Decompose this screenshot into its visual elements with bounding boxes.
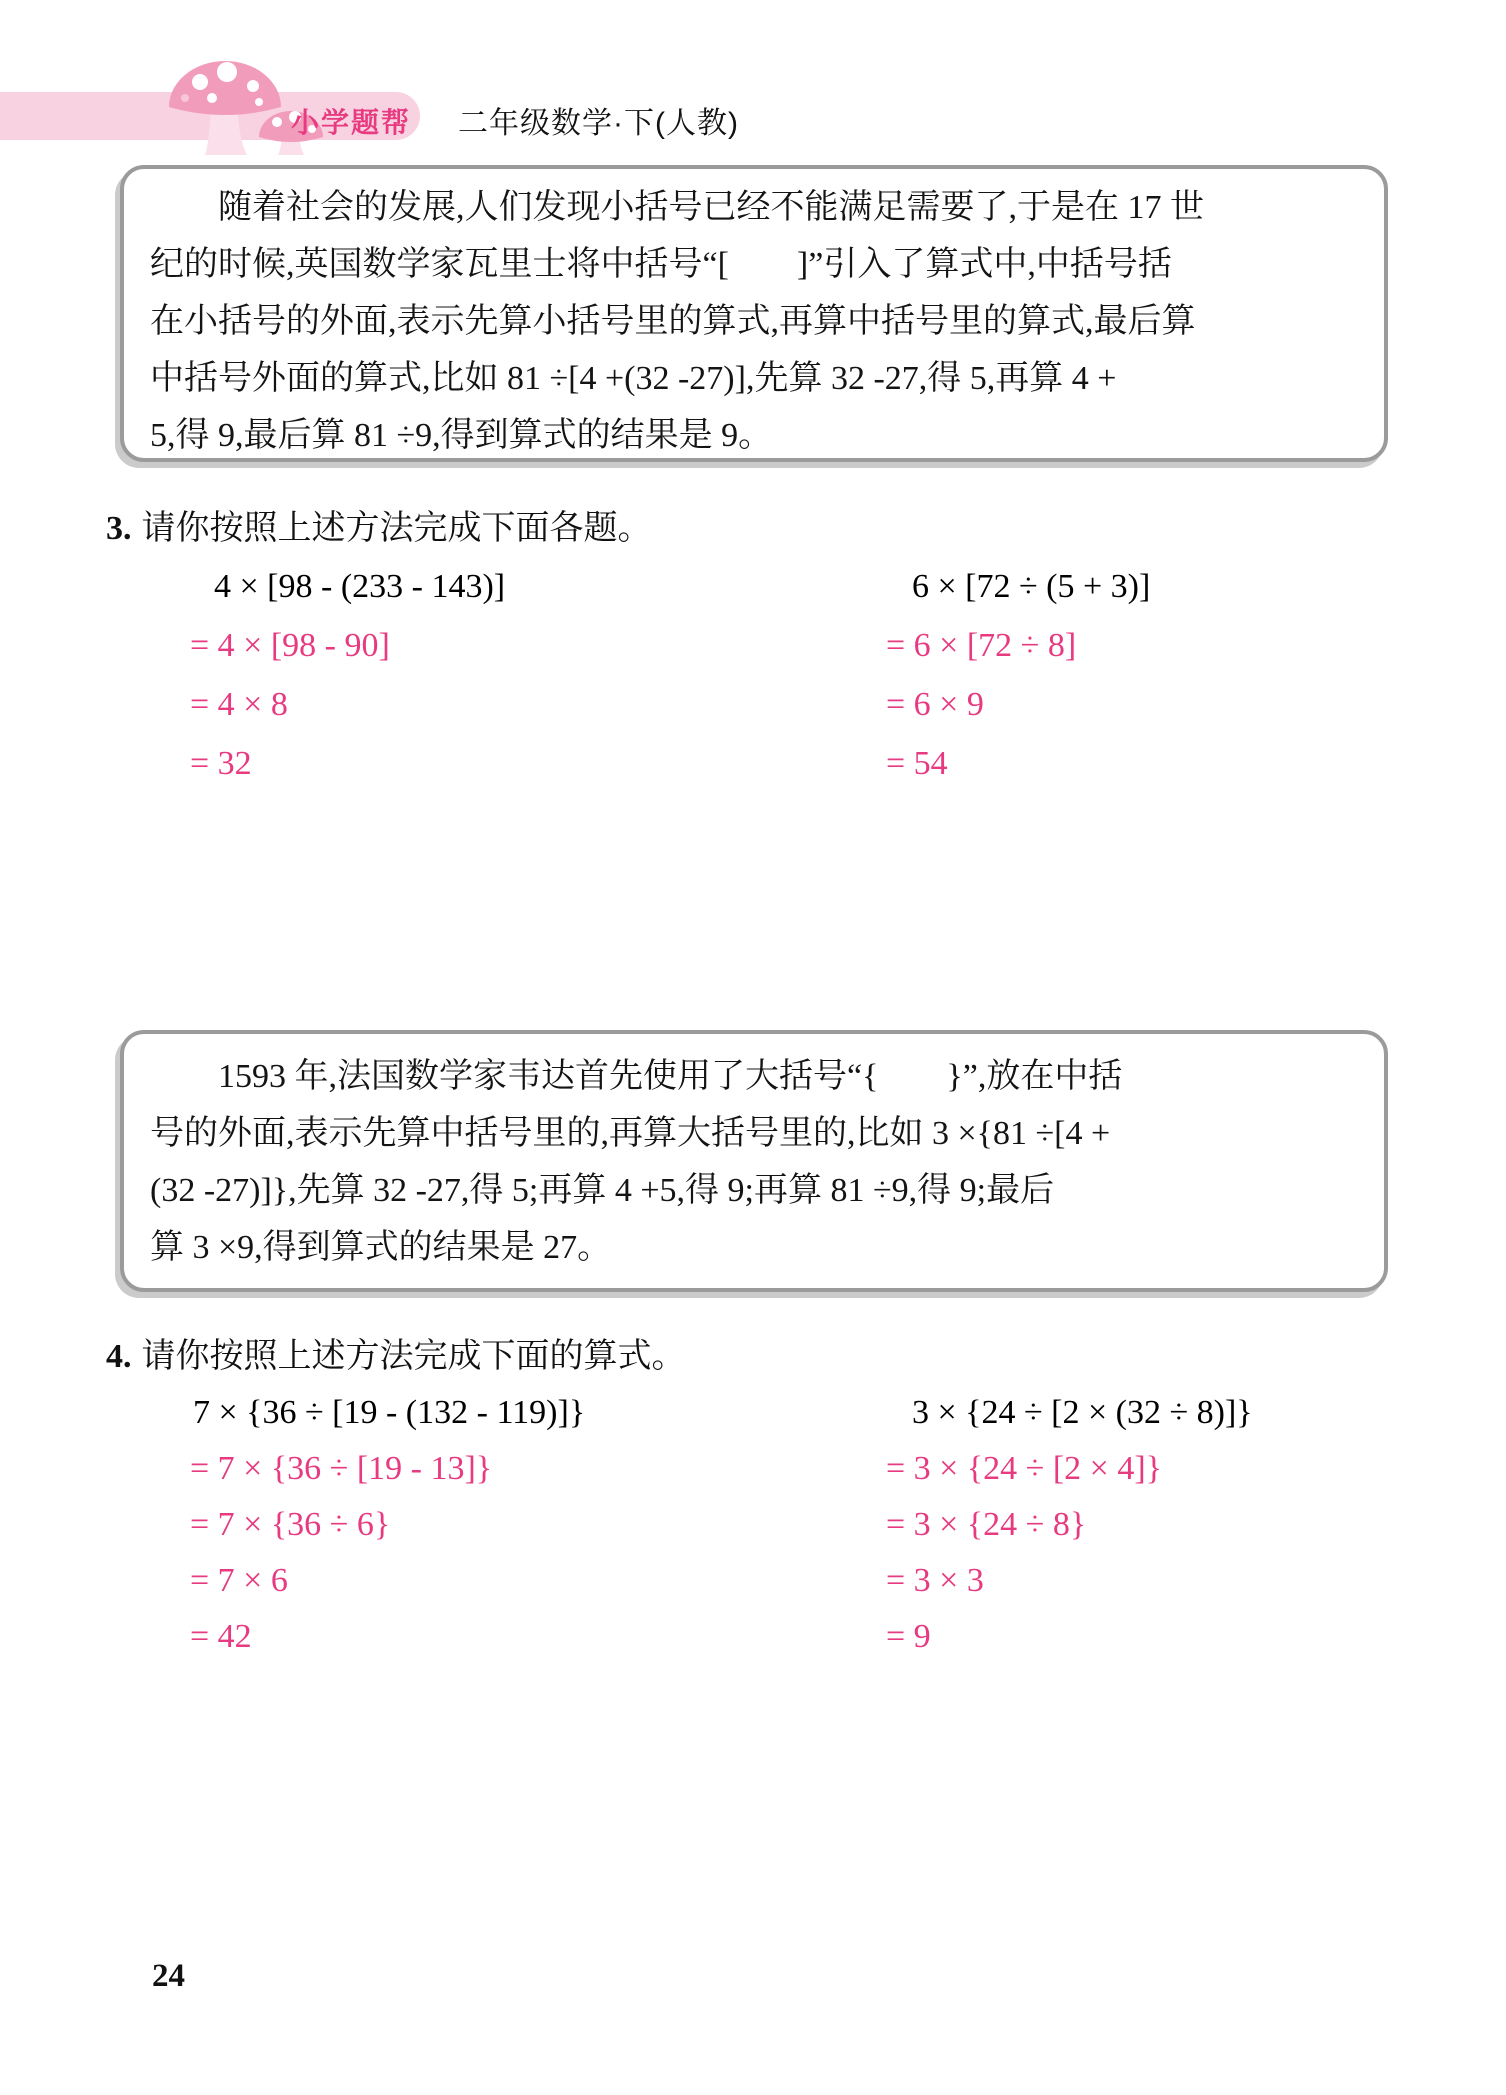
problem-3-left-solution — [190, 557, 505, 793]
info-box-curly-brackets — [120, 1030, 1388, 1292]
info-text-line: (32 -27)]},先算 32 -27,得 5;再算 4 +5,得 9;再算 81 ÷9,得 9;最后 — [150, 1172, 1055, 1209]
equation-step: = 3 × 3 — [886, 1562, 984, 1599]
equation-given: 3 × {24 ÷ [2 × (32 ÷ 8)]} — [912, 1394, 1253, 1431]
equation-step: = 7 × 6 — [190, 1562, 288, 1599]
info-text-line: 算 3 ×9,得到算式的结果是 27。 — [150, 1229, 612, 1266]
info-text-line: 5,得 9,最后算 81 ÷9,得到算式的结果是 9。 — [150, 417, 773, 454]
equation-step: = 3 × {24 ÷ [2 × 4]} — [886, 1450, 1162, 1487]
equation-step: = 3 × {24 ÷ 8} — [886, 1506, 1087, 1543]
problem-4-number: 4. — [106, 1338, 132, 1375]
info-text-line: 号的外面,表示先算中括号里的,再算大括号里的,比如 3 ×{81 ÷[4 + — [150, 1115, 1111, 1152]
info-text-line: 中括号外面的算式,比如 81 ÷[4 +(32 -27)],先算 32 -27,得 5,再算 4 + — [150, 360, 1117, 397]
problem-3-prompt: 请你按照上述方法完成下面各题。 — [141, 510, 652, 547]
equation-step: = 32 — [190, 745, 252, 782]
equation-step: = 6 × 9 — [886, 686, 984, 723]
brand-label: 小学题帮 — [291, 107, 412, 138]
problem-3-right-solution — [886, 557, 1150, 793]
problem-4-right-solution — [886, 1385, 1253, 1665]
problem-3-heading — [106, 500, 652, 549]
equation-given: 4 × [98 - (233 - 143)] — [214, 568, 506, 605]
equation-step: = 42 — [190, 1618, 252, 1655]
equation-step: = 54 — [886, 745, 948, 782]
equation-step: = 7 × {36 ÷ [19 - 13]} — [190, 1450, 493, 1487]
info-text-line: 在小括号的外面,表示先算小括号里的算式,再算中括号里的算式,最后算 — [150, 303, 1196, 340]
equation-given: 6 × [72 ÷ (5 + 3)] — [912, 568, 1151, 605]
problem-4-left-solution — [190, 1385, 585, 1665]
equation-step: = 4 × 8 — [190, 686, 288, 723]
equation-step: = 7 × {36 ÷ 6} — [190, 1506, 391, 1543]
problem-3-number: 3. — [106, 510, 132, 547]
page-number: 24 — [152, 1958, 185, 1994]
equation-given: 7 × {36 ÷ [19 - (132 - 119)]} — [193, 1394, 586, 1431]
problem-4-heading — [106, 1328, 686, 1377]
info-text-line: 纪的时候,英国数学家瓦里士将中括号“[ ]”引入了算式中,中括号括 — [150, 246, 1172, 283]
equation-step: = 4 × [98 - 90] — [190, 627, 390, 664]
equation-step: = 9 — [886, 1618, 931, 1655]
info-text-line: 1593 年,法国数学家韦达首先使用了大括号“{ }”,放在中括 — [218, 1058, 1123, 1095]
problem-4-prompt: 请你按照上述方法完成下面的算式。 — [141, 1338, 686, 1375]
info-box-square-brackets — [120, 165, 1388, 462]
page-title: 二年级数学·下(人教) — [458, 107, 739, 140]
equation-step: = 6 × [72 ÷ 8] — [886, 627, 1077, 664]
info-text-line: 随着社会的发展,人们发现小括号已经不能满足需要了,于是在 17 世 — [218, 189, 1204, 226]
